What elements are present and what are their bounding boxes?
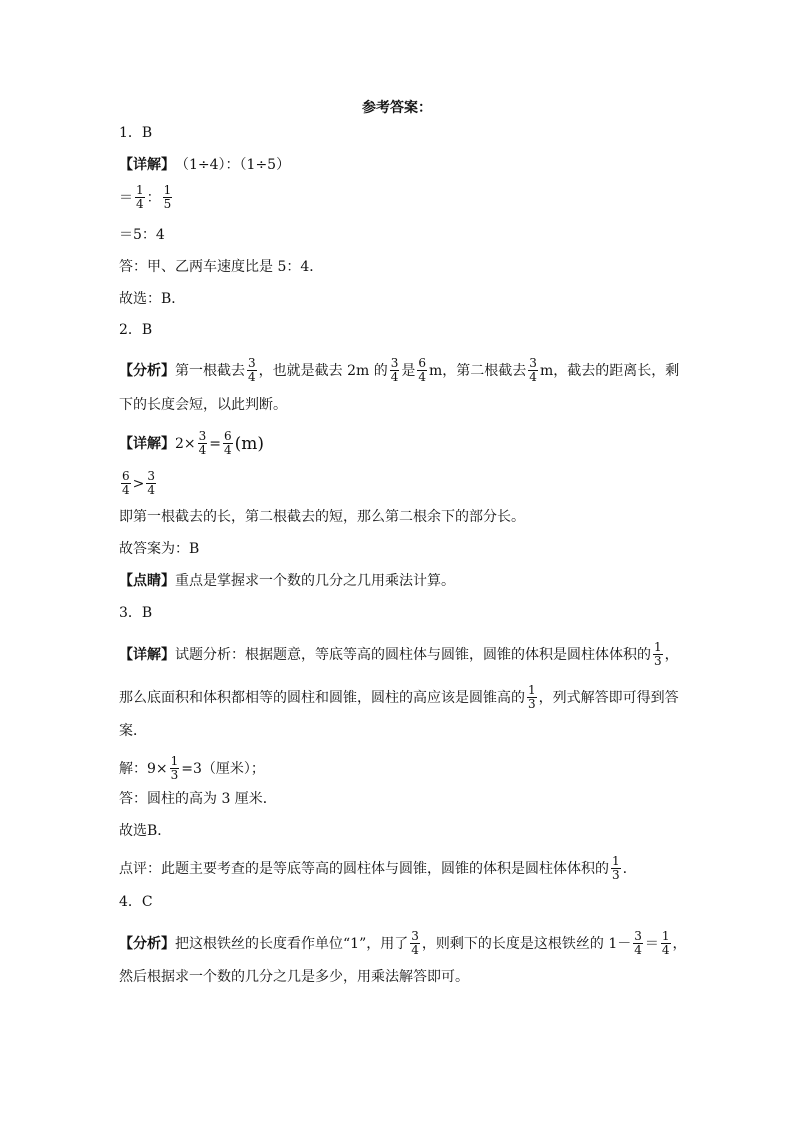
analysis-tag: 【分析】 (119, 935, 175, 952)
q1-detail-text: （1÷4）：（1÷5） (175, 157, 291, 173)
detail-tag: 【详解】 (119, 435, 175, 452)
text-span: ， (664, 646, 679, 663)
q2-compare (119, 470, 158, 497)
q1-choice: 故选：B． (119, 291, 186, 307)
text-span: 把这根铁丝的长度看作单位“1”，用了 (175, 935, 409, 952)
q1-step1 (119, 184, 174, 211)
detail-tag: 【详解】 (119, 646, 175, 663)
q1-number: 1．B (119, 125, 153, 141)
q3-choice: 故选B． (119, 823, 172, 839)
q2-note (119, 572, 455, 590)
q3-answer: 答：圆柱的高为 3 厘米． (119, 791, 277, 807)
fraction-three-quarters: $\frac{3}{4}$ (198, 429, 207, 457)
q3-solution (119, 755, 265, 782)
q1-answer: 答：甲、乙两车速度比是 5：4． (119, 259, 324, 275)
text-span: ，列式解答即可得到答 (538, 689, 679, 706)
text-span: ＝ (644, 935, 659, 952)
fraction-one-third: $\frac{1}{3}$ (654, 640, 662, 668)
q1-detail (119, 156, 290, 174)
text-span: m，截去的距离长，剩 (539, 362, 680, 379)
text-span: 重点是掌握求一个数的几分之几用乘法计算。 (175, 573, 455, 589)
q2-analysis-line1 (119, 357, 679, 384)
equals-sign: ＝ (119, 189, 133, 206)
q3-detail-line3: 案． (119, 723, 147, 739)
text-span: 解：9× (119, 760, 168, 777)
fraction-one-quarter: $\frac{1}{4}$ (661, 929, 670, 957)
q2-detail (119, 430, 264, 457)
fraction-one-third: $\frac{1}{3}$ (612, 854, 620, 882)
fraction-three-quarters: $\frac{3}{4}$ (248, 356, 256, 384)
text-span: 第一根截去 (175, 362, 245, 379)
fraction-one-third: $\frac{1}{3}$ (528, 683, 536, 711)
fraction-three-quarters: $\frac{3}{4}$ (529, 356, 537, 384)
q3-number: 3．B (119, 605, 153, 621)
q2-conclusion: 即第一根截去的长，第二根截去的短，那么第二根余下的部分长。 (119, 509, 525, 525)
note-tag: 【点睛】 (119, 573, 175, 589)
q2-answer: 故答案为：B (119, 541, 200, 557)
q4-number: 4．C (119, 894, 153, 910)
fraction-one-quarter: $\frac{1}{4}$ (136, 183, 144, 211)
text-span: ，则剩下的长度是这根铁丝的 1－ (421, 935, 632, 952)
q4-analysis-line2: 然后根据求一个数的几分之几是多少，用乘法解答即可。 (119, 969, 469, 985)
fraction-three-quarters: $\frac{3}{4}$ (411, 929, 419, 957)
greater-sign: > (132, 475, 145, 492)
q3-comment (119, 855, 627, 882)
fraction-six-quarters: $\frac{6}{4}$ (418, 356, 427, 384)
text-span: 那么底面积和体积都相等的圆柱和圆锥，圆柱的高应该是圆锥高的 (119, 689, 525, 706)
text-span: ，也就是截去 2m 的 (258, 362, 388, 379)
unit-text: (m) (234, 433, 265, 454)
text-span: 点评：此题主要考查的是等底等高的圆柱体与圆锥，圆锥的体积是圆柱体体积的 (119, 860, 609, 877)
fraction-three-quarters: $\frac{3}{4}$ (390, 356, 399, 384)
text-span: 是 (401, 362, 416, 379)
fraction-three-quarters: $\frac{3}{4}$ (634, 929, 642, 957)
text-span: m，第二根截去 (429, 362, 527, 379)
text-span: =3（厘米）； (181, 760, 265, 777)
q2-analysis-line2: 下的长度会短，以此判断。 (119, 397, 287, 413)
analysis-tag: 【分析】 (119, 362, 175, 379)
page-title: 参考答案： (362, 100, 432, 116)
text-span: ， (672, 935, 687, 952)
q1-step2: ＝5：4 (119, 227, 165, 243)
text-span: 试题分析：根据题意，等底等高的圆柱体与圆锥，圆锥的体积是圆柱体体积的 (175, 646, 651, 663)
text-span: . (622, 860, 628, 877)
text-span: 2× (175, 435, 196, 452)
fraction-six-quarters: $\frac{6}{4}$ (224, 429, 232, 457)
fraction-one-third: $\frac{1}{3}$ (170, 754, 179, 782)
detail-tag: 【详解】 (119, 157, 175, 173)
q3-detail-line1 (119, 641, 679, 668)
q4-analysis-line1 (119, 930, 687, 957)
fraction-three-quarters: $\frac{3}{4}$ (147, 469, 156, 497)
equals-sign: = (209, 435, 222, 452)
fraction-one-fifth: $\frac{1}{5}$ (163, 183, 172, 211)
q3-detail-line2 (119, 684, 679, 711)
colon: ： (146, 189, 161, 206)
q2-number: 2．B (119, 322, 153, 338)
fraction-six-quarters: $\frac{6}{4}$ (122, 469, 130, 497)
